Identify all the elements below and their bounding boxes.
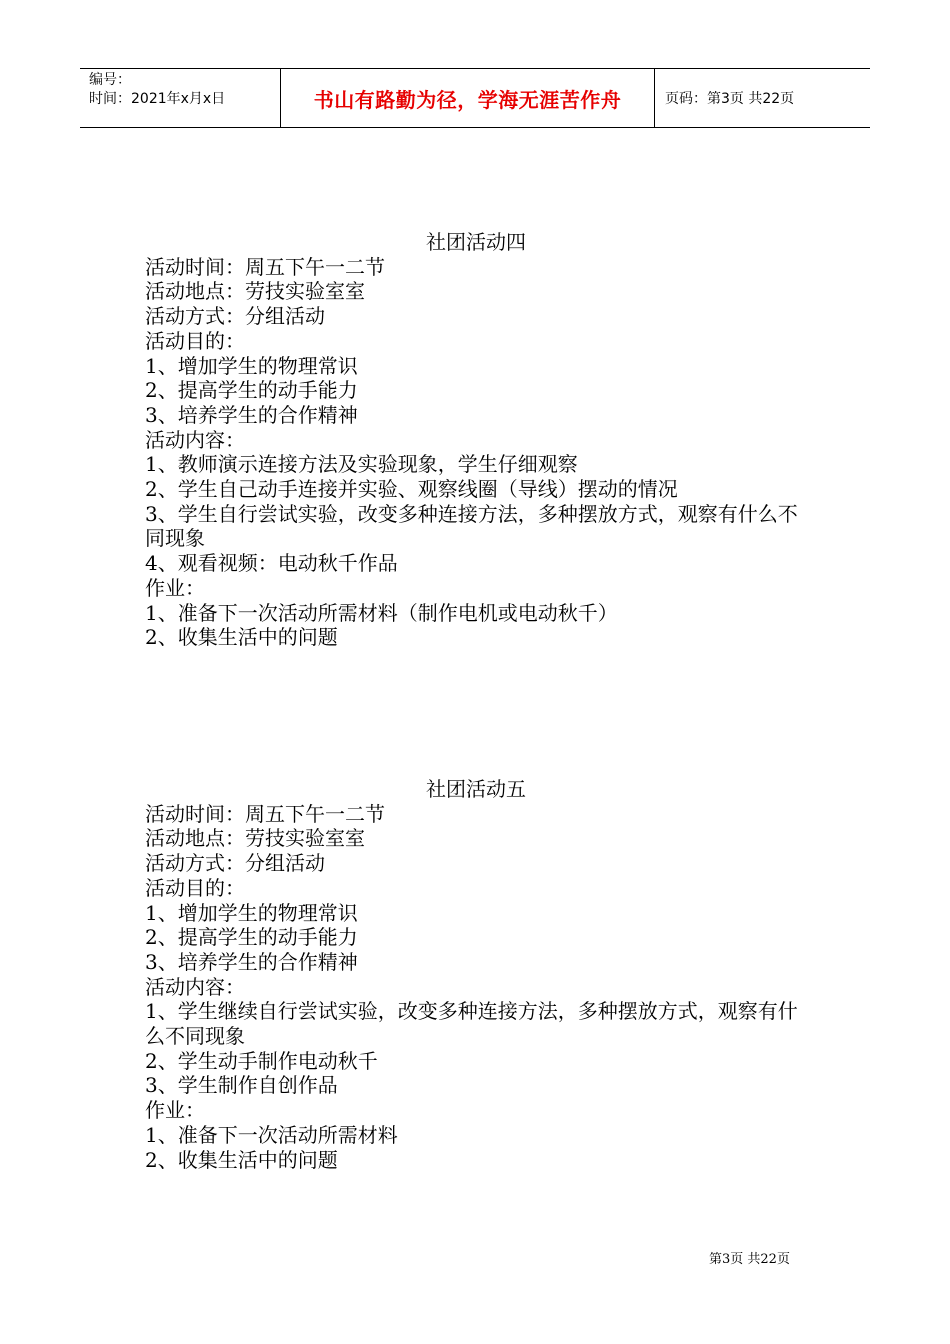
text-line: 活动地点：劳技实验室室 (145, 826, 365, 851)
list-item: 3、培养学生的合作精神 (145, 402, 358, 427)
text-line: 活动目的： (145, 875, 245, 900)
page-footer: 第3页 共22页 (709, 1252, 790, 1267)
header-meta (80, 69, 281, 127)
list-item: 2、收集生活中的问题 (145, 1147, 338, 1172)
list-item: 4、观看视频：电动秋千作品 (145, 551, 398, 576)
header-motto: 书山有路勤为径，学海无涯苦作舟 (281, 69, 655, 127)
section-title: 社团活动五 (426, 777, 526, 801)
text-line: 活动方式：分组活动 (145, 851, 325, 876)
text-line: 活动地点：劳技实验室室 (145, 279, 365, 304)
list-item: 3、学生自行尝试实验，改变多种连接方法，多种摆放方式，观察有什么不同现象 (145, 501, 798, 551)
text-line: 活动目的： (145, 328, 245, 353)
text-line: 作业： (145, 575, 205, 600)
document-time-label: 时间：2021年x月x日 (89, 91, 226, 107)
list-item: 2、学生自己动手连接并实验、观察线圈（导线）摆动的情况 (145, 477, 678, 502)
list-item: 1、增加学生的物理常识 (145, 353, 358, 378)
list-item: 1、增加学生的物理常识 (145, 900, 358, 925)
document-number-label: 编号： (89, 72, 131, 88)
section-title: 社团活动四 (426, 230, 526, 254)
list-item: 3、培养学生的合作精神 (145, 949, 358, 974)
list-item: 1、学生继续自行尝试实验，改变多种连接方法，多种摆放方式，观察有什么不同现象 (145, 999, 798, 1049)
list-item: 2、学生动手制作电动秋千 (145, 1048, 378, 1073)
list-item: 1、教师演示连接方法及实验现象，学生仔细观察 (145, 452, 578, 477)
text-line: 活动方式：分组活动 (145, 304, 325, 329)
list-item: 1、准备下一次活动所需材料（制作电机或电动秋千） (145, 600, 618, 625)
section-activity-4 (145, 230, 815, 650)
list-item: 1、准备下一次活动所需材料 (145, 1122, 398, 1147)
text-line: 活动内容： (145, 974, 245, 999)
list-item: 2、提高学生的动手能力 (145, 378, 358, 403)
list-item: 2、收集生活中的问题 (145, 625, 338, 650)
list-item: 2、提高学生的动手能力 (145, 925, 358, 950)
text-line: 活动内容： (145, 427, 245, 452)
page-header (80, 68, 870, 128)
section-activity-5 (145, 777, 815, 1172)
text-line: 作业： (145, 1098, 205, 1123)
text-line: 活动时间：周五下午一二节 (145, 254, 385, 279)
list-item: 3、学生制作自创作品 (145, 1073, 338, 1098)
text-line: 活动时间：周五下午一二节 (145, 801, 385, 826)
header-page-info: 页码：第3页 共22页 (665, 91, 795, 107)
